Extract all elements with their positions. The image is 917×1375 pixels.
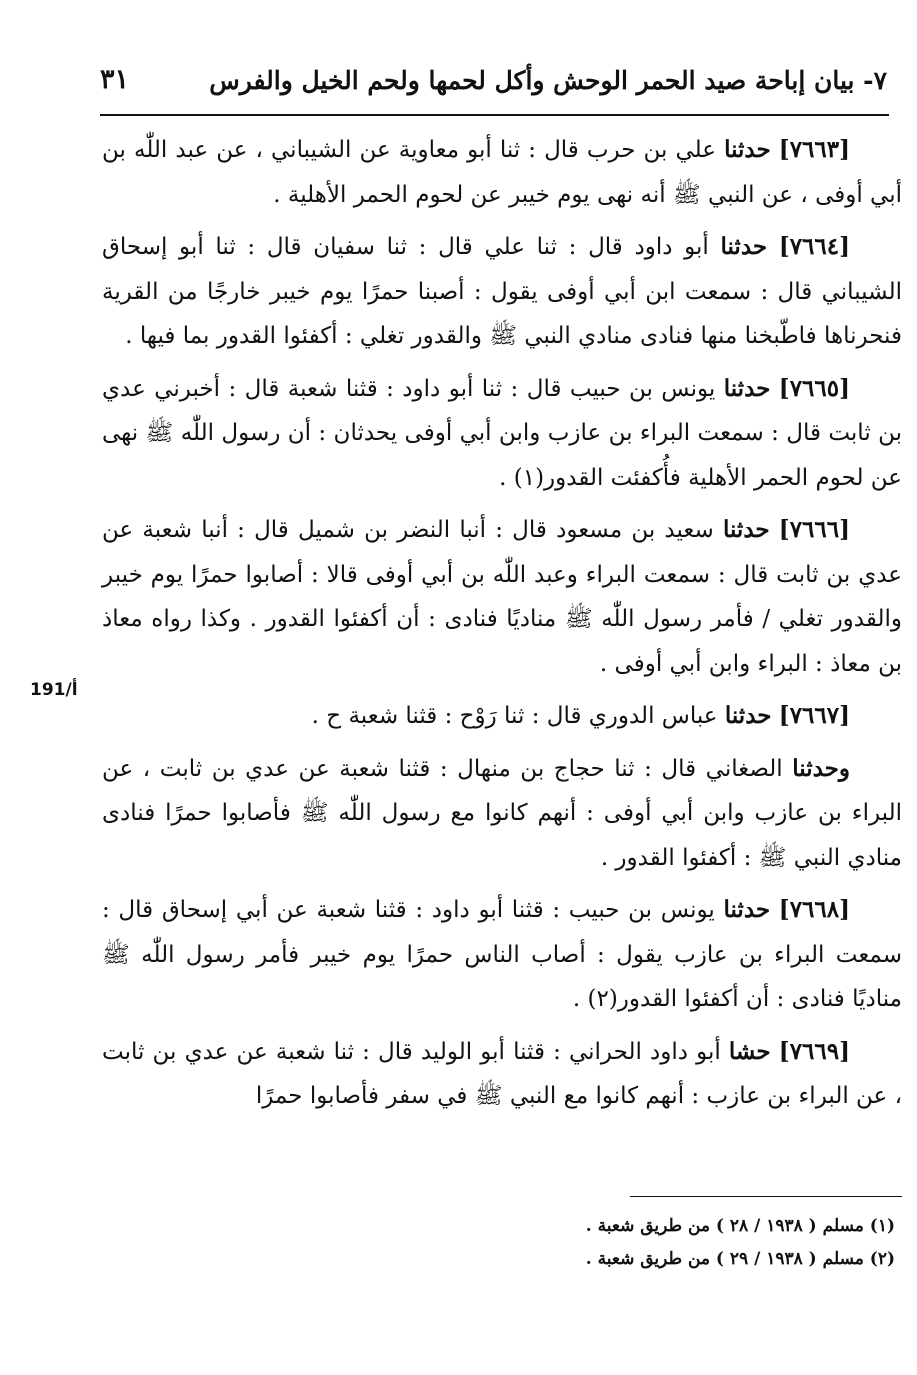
hadith-text: يونس بن حبيب : قثنا أبو داود : قثنا شعبة عن أبي إسحاق قال : سمعت البراء بن عازب يقول : أصاب الناس حمرًا يوم خيبر فأمر رسول اللّٰه ﷺ مناديًا فنادى : أن أكفئوا القدور(٢) .: [102, 897, 902, 1012]
hadith-text: يونس بن حبيب قال : ثنا أبو داود : قثنا شعبة قال : أخبرني عدي بن ثابت قال : سمعت البراء بن عازب وابن أبي أوفى يحدثان : أن رسول اللّٰه ﷺ نهى عن لحوم الحمر الأهلية فأُكفئت القدور(١) .: [102, 375, 902, 491]
hadith-text: علي بن حرب قال : ثنا أبو معاوية عن الشيباني ، عن عبد اللّٰه بن أبي أوفى ، عن النبي ﷺ أنه نهى يوم خيبر عن لحوم الحمر الأهلية .: [102, 137, 902, 208]
hadith-text: أبو داود قال : ثنا علي قال : ثنا سفيان قال : ثنا أبو إسحاق الشيباني قال : سمعت ابن أبي أوفى يقول : أصبنا حمرًا يوم خيبر خارجًا من القرية فنحرناها فاطّبخنا منها فنادى منادي النبي ﷺ والقدور تغلي : أكفئوا القدور بما فيها .: [102, 234, 902, 349]
hadith-text: عباس الدوري قال : ثنا رَوْح : قثنا شعبة ح .: [311, 703, 725, 729]
chapter-title: ٧- بيان إباحة صيد الحمر الوحش وأكل لحمها ولحم الخيل والفرس: [209, 66, 887, 95]
hadith-7666: [102, 508, 902, 686]
footnote-1: (١) مسلم ( ١٩٣٨ / ٢٨ ) من طريق شعبة .: [585, 1216, 895, 1236]
hadith-text: الصغاني قال : ثنا حجاج بن منهال : قثنا شعبة عن عدي بن ثابت ، عن البراء بن عازب وابن أبي أوفى : أنهم كانوا مع رسول اللّٰه ﷺ فأصابوا حمرًا فنادى منادي النبي ﷺ : أكفئوا القدور .: [102, 755, 902, 871]
hadith-7667-second-chain: [102, 747, 902, 881]
hadith-intro: حدثنا: [723, 896, 771, 923]
hadith-number: [٧٦٦٦]: [778, 516, 850, 543]
hadith-7663: [102, 128, 902, 217]
hadith-number: [٧٦٦٧]: [778, 702, 850, 729]
footnote-2: (٢) مسلم ( ١٩٣٨ / ٢٩ ) من طريق شعبة .: [585, 1249, 895, 1269]
hadith-intro: حدثنا: [720, 233, 768, 260]
page-header: [100, 58, 887, 108]
page-number: ٣١: [100, 64, 130, 95]
hadith-7665: [102, 367, 902, 501]
footnotes: [586, 1210, 895, 1276]
hadith-intro: وحدثنا: [792, 754, 850, 782]
hadith-intro: حدثنا: [723, 374, 771, 402]
footnote-divider: [630, 1196, 902, 1197]
hadith-7667: [102, 694, 902, 739]
hadith-7664: [102, 225, 902, 359]
manuscript-folio-ref: 191/أ: [30, 680, 78, 700]
main-text: [102, 128, 902, 1119]
hadith-number: [٧٦٦٨]: [778, 896, 850, 923]
hadith-number: [٧٦٦٤]: [778, 233, 851, 260]
header-divider: [100, 114, 889, 116]
hadith-intro: حدثنا: [724, 702, 772, 729]
hadith-text: أبو داود الحراني : قثنا أبو الوليد قال : ثنا شعبة عن عدي بن ثابت ، عن البراء بن عازب : أنهم كانوا مع النبي ﷺ في سفر فأصابوا حمرًا: [102, 1038, 902, 1109]
hadith-number: [٧٦٦٩]: [778, 1037, 850, 1065]
hadith-number: [٧٦٦٥]: [778, 374, 850, 402]
hadith-7668: [102, 888, 902, 1022]
hadith-intro: حدثنا: [722, 516, 770, 543]
hadith-intro: حشا: [728, 1037, 771, 1065]
hadith-7669: [102, 1030, 902, 1119]
hadith-number: [٧٦٦٣]: [778, 136, 850, 163]
hadith-text: سعيد بن مسعود قال : أنبا النضر بن شميل قال : أنبا شعبة عن عدي بن ثابت قال : سمعت البراء وعبد اللّٰه بن أبي أوفى قالا : أصابوا حمرًا يوم خيبر والقدور تغلي / فأمر رسول اللّٰه ﷺ مناديًا فنادى : أن أكفئوا القدور . وكذا رواه معاذ بن معاذ : البراء وابن أبي أوفى .: [102, 517, 902, 677]
hadith-intro: حدثنا: [724, 136, 771, 163]
